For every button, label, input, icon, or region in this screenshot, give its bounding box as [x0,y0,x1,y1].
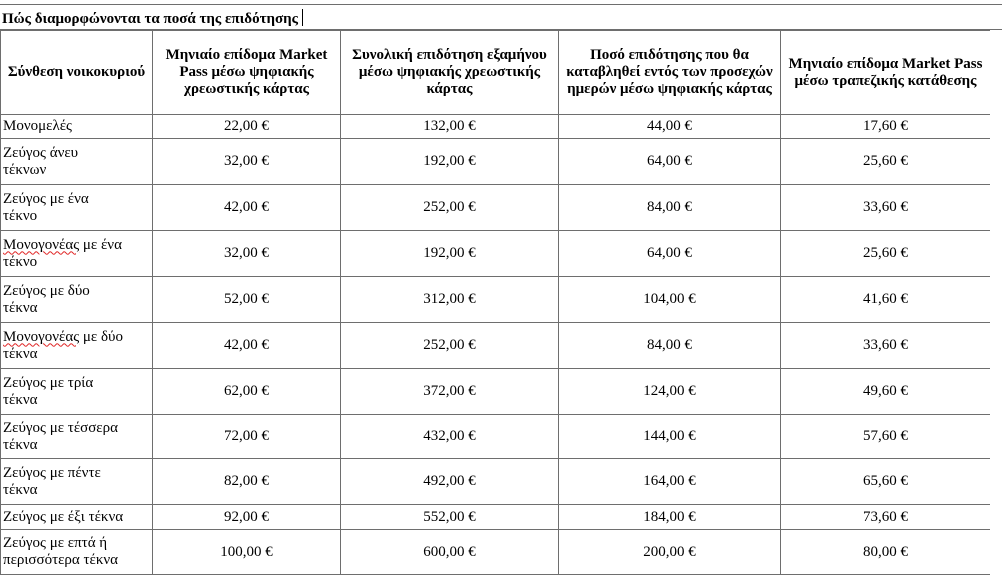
household-label-continued: τέκνο [3,253,38,270]
household-cell [1,459,153,505]
header-upcoming-payment: Ποσό επιδότησης που θα καταβληθεί εντός των προσεχών ημερών μέσω ψηφιακής κάρτας [559,31,781,115]
household-label-continued: τέκνα [3,481,38,498]
monthly-bank-cell: 25,60 € [781,231,991,277]
upcoming-payment-cell: 84,00 € [559,323,781,369]
monthly-card-cell: 32,00 € [153,231,341,277]
six-month-total-cell: 600,00 € [341,530,559,575]
monthly-card-cell: 42,00 € [153,323,341,369]
table-row [1,415,991,459]
household-label: Μονογονέας με ένα [3,236,122,253]
upcoming-payment-cell: 164,00 € [559,459,781,505]
table-row [1,459,991,505]
monthly-bank-cell: 65,60 € [781,459,991,505]
monthly-card-cell: 52,00 € [153,277,341,323]
monthly-bank-cell: 57,60 € [781,415,991,459]
household-label: Μονογονέας με δύο [3,328,123,345]
household-label-continued: περισσότερα τέκνα [3,552,119,568]
monthly-card-cell: 62,00 € [153,369,341,415]
table-row [1,115,991,139]
upcoming-payment-cell: 64,00 € [559,139,781,185]
household-cell [1,185,153,231]
monthly-card-cell: 92,00 € [153,505,341,530]
six-month-total-cell: 432,00 € [341,415,559,459]
upcoming-payment-cell: 64,00 € [559,231,781,277]
upcoming-payment-cell: 184,00 € [559,505,781,530]
upcoming-payment-cell: 124,00 € [559,369,781,415]
household-cell [1,115,153,139]
household-label-continued: τέκνο [3,207,38,224]
household-cell [1,231,153,277]
header-monthly-bank: Μηνιαίο επίδομα Market Pass μέσω τραπεζικής κατάθεσης [781,31,991,115]
household-label-continued: τέκνων [3,161,47,178]
monthly-bank-cell: 73,60 € [781,505,991,530]
six-month-total-cell: 192,00 € [341,231,559,277]
household-label: Ζεύγος με τέσσερα [3,419,118,436]
household-label: Ζεύγος με πέντε [3,464,101,481]
table-row [1,185,991,231]
household-cell [1,530,153,575]
household-label-continued: τέκνα [3,299,38,316]
monthly-card-cell: 100,00 € [153,530,341,575]
household-label-continued: τέκνα [3,391,38,408]
page-title[interactable] [2,8,303,30]
six-month-total-cell: 552,00 € [341,505,559,530]
subsidy-table [0,30,991,575]
header-row [1,31,991,115]
six-month-total-cell: 492,00 € [341,459,559,505]
table-row [1,139,991,185]
household-label-continued: τέκνα [3,436,38,453]
household-label: Ζεύγος με επτά ή [3,535,108,551]
household-label: Μονομελές [3,118,72,134]
household-cell [1,505,153,530]
upcoming-payment-cell: 144,00 € [559,415,781,459]
monthly-card-cell: 32,00 € [153,139,341,185]
upcoming-payment-cell: 200,00 € [559,530,781,575]
monthly-bank-cell: 17,60 € [781,115,991,139]
header-six-month-total: Συνολική επιδότηση εξαμήνου μέσω ψηφιακής χρεωστικής κάρτας [341,31,559,115]
monthly-bank-cell: 33,60 € [781,185,991,231]
monthly-card-cell: 22,00 € [153,115,341,139]
household-label-continued: τέκνα [3,345,38,362]
monthly-bank-cell: 49,60 € [781,369,991,415]
household-label: Ζεύγος με ένα [3,190,89,207]
household-label: Ζεύγος άνευ [3,144,79,161]
six-month-total-cell: 252,00 € [341,323,559,369]
upcoming-payment-cell: 44,00 € [559,115,781,139]
household-cell [1,323,153,369]
household-cell [1,415,153,459]
six-month-total-cell: 372,00 € [341,369,559,415]
monthly-card-cell: 72,00 € [153,415,341,459]
page-margin [990,30,1002,579]
six-month-total-cell: 192,00 € [341,139,559,185]
household-cell [1,139,153,185]
household-label: Ζεύγος με έξι τέκνα [3,508,124,525]
table-row [1,505,991,530]
table-row [1,530,991,575]
header-household: Σύνθεση νοικοκυριού [1,31,153,115]
top-rule [0,4,1002,5]
monthly-bank-cell: 25,60 € [781,139,991,185]
household-cell [1,277,153,323]
table-row [1,277,991,323]
household-cell [1,369,153,415]
six-month-total-cell: 252,00 € [341,185,559,231]
page-title-text: Πώς διαμορφώνονται τα ποσά της επιδότησης [2,11,299,27]
upcoming-payment-cell: 104,00 € [559,277,781,323]
six-month-total-cell: 132,00 € [341,115,559,139]
text-cursor [302,9,303,26]
upcoming-payment-cell: 84,00 € [559,185,781,231]
table-row [1,369,991,415]
header-monthly-card: Μηνιαίο επίδομα Market Pass μέσω ψηφιακής χρεωστικής κάρτας [153,31,341,115]
household-label: Ζεύγος με τρία [3,374,94,391]
monthly-card-cell: 42,00 € [153,185,341,231]
monthly-bank-cell: 80,00 € [781,530,991,575]
monthly-bank-cell: 41,60 € [781,277,991,323]
table-row [1,231,991,277]
six-month-total-cell: 312,00 € [341,277,559,323]
household-label: Ζεύγος με δύο [3,282,90,299]
monthly-bank-cell: 33,60 € [781,323,991,369]
monthly-card-cell: 82,00 € [153,459,341,505]
table-row [1,323,991,369]
